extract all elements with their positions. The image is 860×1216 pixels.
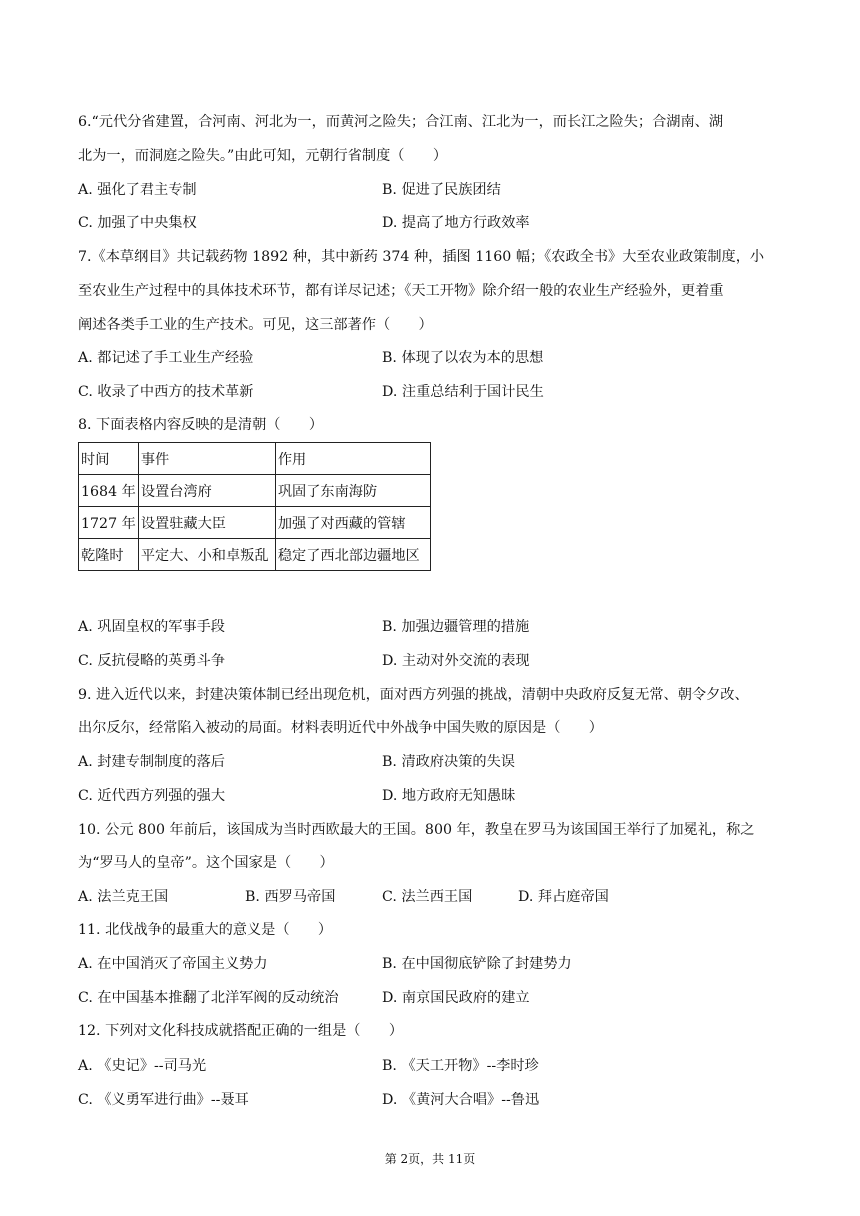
table-header-cell: 事件 xyxy=(138,443,275,475)
q12-option-b: B. 《天工开物》--李时珍 xyxy=(382,1058,539,1074)
q6-option-a: A. 强化了君主专制 xyxy=(78,182,197,198)
table-row xyxy=(79,475,431,507)
table-cell: 巩固了东南海防 xyxy=(275,475,430,507)
q7-option-c: C. 收录了中西方的技术革新 xyxy=(78,384,254,400)
table-cell: 设置台湾府 xyxy=(138,475,275,507)
table-row xyxy=(79,539,431,571)
q7-stem-line3: 阐述各类手工业的生产技术。可见，这三部著作（ ） xyxy=(78,317,433,333)
q11-stem-line1: 11. 北伐战争的最重大的意义是（ ） xyxy=(78,922,333,938)
q11-option-c: C. 在中国基本推翻了北洋军阀的反动统治 xyxy=(78,990,339,1006)
q9-option-d: D. 地方政府无知愚昧 xyxy=(382,788,516,804)
table-header-row xyxy=(79,443,431,475)
q12-option-a: A. 《史记》--司马光 xyxy=(78,1058,207,1074)
q10-stem-line1: 10. 公元 800 年前后，该国成为当时西欧最大的王国。800 年，教皇在罗马为该国国王举行了加冕礼，称之 xyxy=(78,822,755,838)
q10-option-d: D. 拜占庭帝国 xyxy=(518,889,609,905)
q6-option-b: B. 促进了民族团结 xyxy=(382,182,501,198)
table-header-cell: 时间 xyxy=(79,443,139,475)
q8-option-d: D. 主动对外交流的表现 xyxy=(382,653,530,669)
q12-stem-line1: 12. 下列对文化科技成就搭配正确的一组是（ ） xyxy=(78,1023,404,1039)
q12-option-d: D. 《黄河大合唱》--鲁迅 xyxy=(382,1092,540,1108)
q8-option-b: B. 加强边疆管理的措施 xyxy=(382,619,530,635)
q9-stem-line1: 9. 进入近代以来，封建决策体制已经出现危机，面对西方列强的挑战，清朝中央政府反复无常、朝令夕改、 xyxy=(78,687,749,703)
q7-stem-line2: 至农业生产过程中的具体技术环节，都有详尽记述；《天工开物》除介绍一般的农业生产经验外，更着重 xyxy=(78,283,724,299)
table-cell: 平定大、小和卓叛乱 xyxy=(138,539,275,571)
table-header-cell: 作用 xyxy=(275,443,430,475)
q6-option-c: C. 加强了中央集权 xyxy=(78,215,197,231)
table-cell: 1684 年 xyxy=(79,475,139,507)
q9-option-a: A. 封建专制制度的落后 xyxy=(78,754,225,770)
q9-option-b: B. 清政府决策的失误 xyxy=(382,754,515,770)
q7-stem-line1: 7.《本草纲目》共记载药物 1892 种，其中新药 374 种，插图 1160 幅；《农政全书》大至农业政策制度，小 xyxy=(78,249,765,265)
q9-option-c: C. 近代西方列强的强大 xyxy=(78,788,226,804)
page-footer: 第 2页，共 11页 xyxy=(384,1152,476,1166)
q7-option-d: D. 注重总结利于国计民生 xyxy=(382,384,544,400)
table-cell: 设置驻藏大臣 xyxy=(138,507,275,539)
q8-table xyxy=(78,442,431,571)
q11-option-a: A. 在中国消灭了帝国主义势力 xyxy=(78,956,268,972)
table-row xyxy=(79,507,431,539)
table-cell: 加强了对西藏的管辖 xyxy=(275,507,430,539)
q7-option-a: A. 都记述了手工业生产经验 xyxy=(78,350,254,366)
table-cell: 乾隆时 xyxy=(79,539,139,571)
q11-option-b: B. 在中国彻底铲除了封建势力 xyxy=(382,956,572,972)
q8-option-c: C. 反抗侵略的英勇斗争 xyxy=(78,653,226,669)
q6-option-d: D. 提高了地方行政效率 xyxy=(382,215,530,231)
q11-option-d: D. 南京国民政府的建立 xyxy=(382,990,530,1006)
q10-option-c: C. 法兰西王国 xyxy=(382,889,473,905)
q10-stem-line2: 为“罗马人的皇帝”。这个国家是（ ） xyxy=(78,855,334,871)
q9-stem-line2: 出尔反尔，经常陷入被动的局面。材料表明近代中外战争中国失败的原因是（ ） xyxy=(78,720,603,736)
q8-stem-line1: 8. 下面表格内容反映的是清朝（ ） xyxy=(78,417,324,433)
q7-option-b: B. 体现了以农为本的思想 xyxy=(382,350,544,366)
q12-option-c: C. 《义勇军进行曲》--聂耳 xyxy=(78,1092,249,1108)
q10-option-a: A. 法兰克王国 xyxy=(78,889,169,905)
q6-stem-line1: 6.“元代分省建置，合河南、河北为一，而黄河之险失；合江南、江北为一，而长江之险失；合湖南、湖 xyxy=(78,114,724,130)
table-cell: 1727 年 xyxy=(79,507,139,539)
table-cell: 稳定了西北部边疆地区 xyxy=(275,539,430,571)
q10-option-b: B. 西罗马帝国 xyxy=(245,889,336,905)
q6-stem-line2: 北为一，而洞庭之险失。”由此可知，元朝行省制度（ ） xyxy=(78,148,448,164)
q8-option-a: A. 巩固皇权的军事手段 xyxy=(78,619,225,635)
